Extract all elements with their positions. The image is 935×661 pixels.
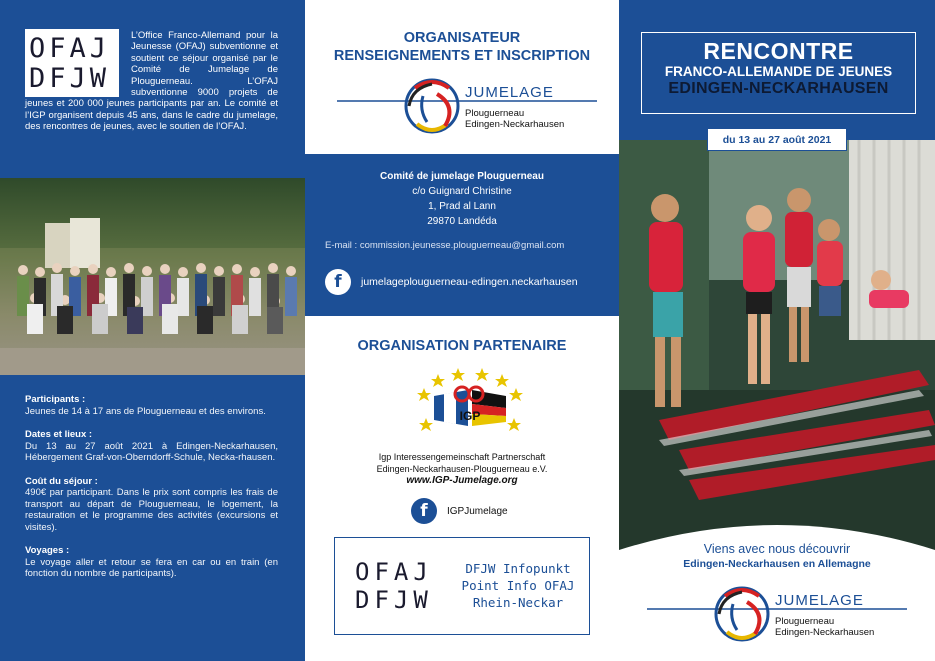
info-sections xyxy=(25,394,278,580)
title-main: RENCONTRE xyxy=(703,38,854,64)
title-sub: FRANCO-ALLEMANDE DE JEUNES xyxy=(664,64,893,79)
section-title-travel: Voyages : xyxy=(25,545,70,556)
jumelage-sub2-bottom: Edingen-Neckarhausen xyxy=(775,627,875,638)
address-name: Comité de jumelage Plouguerneau xyxy=(380,171,544,182)
igp-facebook-label: IGPJumelage xyxy=(447,505,508,517)
group-photo-people xyxy=(5,258,303,358)
section-title-participants: Participants : xyxy=(25,394,86,405)
address-line2: 1, Prad al Lann xyxy=(428,201,496,212)
facebook-link[interactable] xyxy=(325,269,578,295)
contact-box xyxy=(305,154,619,316)
contact-address xyxy=(305,169,619,229)
left-panel xyxy=(0,0,305,661)
jumelage-word-bottom: JUMELAGE xyxy=(775,592,864,609)
facebook-icon: f xyxy=(325,269,351,295)
address-line1: c/o Guignard Christine xyxy=(412,186,512,197)
partner-heading: ORGANISATION PARTENAIRE xyxy=(357,338,567,354)
infopunkt-logo-line1: OFAJ xyxy=(355,558,433,586)
address-line3: 29870 Landéda xyxy=(427,216,497,227)
waterski-photo xyxy=(619,140,935,580)
date-badge: du 13 au 27 août 2021 xyxy=(707,128,847,151)
ofaj-logo-line2: DFJW xyxy=(29,63,111,94)
tagline-line1: Viens avec nous découvrir xyxy=(703,542,851,556)
infopunkt-ofaj-logo xyxy=(355,558,433,614)
organizer-heading-line2: RENSEIGNEMENTS ET INSCRIPTION xyxy=(333,48,591,64)
infopunkt-line3: Rhein-Neckar xyxy=(472,595,564,610)
section-text-cost: 490€ par participant. Dans le prix sont compris les frais de transport au départ de Plouguerneau, le logement, la restauration et le programme des activités (excursions et visites). xyxy=(25,487,278,533)
intro-text: L’Office Franco-Allemand pour la Jeunesse (OFAJ) subventionne et soutient ce séjour organisé par le Comité de Jumelage de Plouguerneau. L’OFAJ subventionne 9000 projets de jeunes et 200 000 jeunes participants par an. Le comité et l’IGP organisent depuis 45 ans, dans le cadre du jumelage, des rencontres de jeunes, avec le soutien de l’OFAJ. xyxy=(25,30,278,133)
intro-text-block xyxy=(25,30,278,133)
igp-facebook-link[interactable] xyxy=(411,498,508,524)
jumelage-subtitle-bottom xyxy=(775,616,874,638)
section-title-dates: Dates et lieux : xyxy=(25,429,93,440)
jumelage-logo-bottom xyxy=(647,584,907,646)
infopunkt-text xyxy=(453,560,583,611)
tagline-line2: Edingen-Neckarhausen en Allemagne xyxy=(683,558,871,570)
ofaj-logo-line1: OFAJ xyxy=(29,33,111,64)
right-panel xyxy=(619,0,935,661)
facebook-icon: f xyxy=(411,498,437,524)
jumelage-sub1: Plouguerneau xyxy=(465,108,525,119)
infopunkt-box xyxy=(334,537,590,635)
igp-logo-text: IGP xyxy=(459,409,481,423)
jumelage-sub2: Edingen-Neckarhausen xyxy=(465,119,565,130)
middle-panel xyxy=(305,0,619,661)
jumelage-sub1-bottom: Plouguerneau xyxy=(775,616,835,627)
organizer-heading-line1: ORGANISATEUR xyxy=(403,30,521,46)
facebook-label: jumelageplouguerneau-edingen.neckarhausen xyxy=(361,276,578,288)
title-area xyxy=(619,0,935,140)
section-title-cost: Coût du séjour : xyxy=(25,475,98,487)
partner-line1: Igp Interessengemeinschaft Partnerschaft xyxy=(378,452,546,462)
partner-line2: Edingen-Neckarhausen-Plouguerneau e.V. xyxy=(376,464,548,474)
infopunkt-line1: DFJW Infopunkt xyxy=(465,561,571,576)
infopunkt-line2: Point Info OFAJ xyxy=(461,578,575,593)
jumelage-subtitle xyxy=(465,108,564,130)
partner-info xyxy=(305,451,619,487)
partner-website-link[interactable]: www.IGP-Jumelage.org xyxy=(406,475,518,486)
section-text-travel: Le voyage aller et retour se fera en car ou en train (en fonction du nombre de participants). xyxy=(25,556,278,579)
section-text-dates: Du 13 au 27 août 2021 à Edingen-Neckarhausen, Hébergement Graf-von-Oberndorff-Schule, Necka-rhausen. xyxy=(25,440,278,463)
section-text-participants: Jeunes de 14 à 17 ans de Plouguerneau et des environs. xyxy=(25,405,266,417)
organizer-heading xyxy=(305,29,619,65)
igp-logo xyxy=(410,360,530,440)
title-box xyxy=(641,32,916,114)
jumelage-logo xyxy=(337,76,597,138)
jumelage-word: JUMELAGE xyxy=(465,84,554,101)
contact-email-link[interactable]: E-mail : commission.jeunesse.plouguerneau@gmail.com xyxy=(325,240,565,251)
tagline xyxy=(619,542,935,570)
title-place: EDINGEN-NECKARHAUSEN xyxy=(668,80,889,97)
group-photo xyxy=(0,178,305,375)
infopunkt-logo-line2: DFJW xyxy=(355,586,433,614)
